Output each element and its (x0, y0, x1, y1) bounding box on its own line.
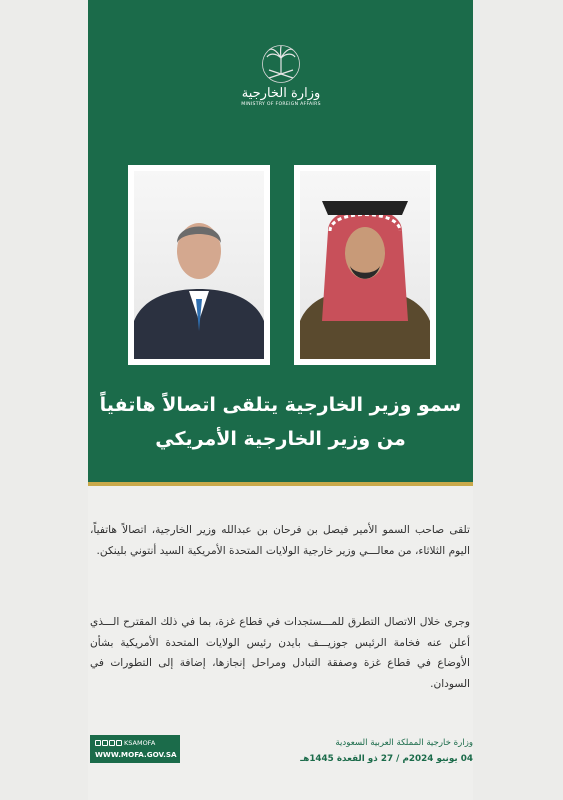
paragraph-2: وجرى خلال الاتصال التطرق للمـــستجدات في قطاع غزة، بما في ذلك المقترح الـــذي أعلن عنه فخامة الرئيس جوزيـــف بايدن رئيس الولايات المتحدة الأمريكية بشأن الأوضاع في قطاع غزة وصفقة التبادل ومراحل إنجازها، إضافة إلى التطورات في السودان. (90, 616, 470, 690)
headline-line-1: سمو وزير الخارجية يتلقى اتصالاً هاتفياً (99, 394, 462, 416)
emblem-arabic-text: وزارة الخارجية (241, 86, 321, 101)
instagram-icon (109, 740, 115, 746)
footer-ministry: وزارة خارجية المملكة العربية السعودية (335, 738, 473, 748)
ministry-emblem (241, 44, 321, 122)
portrait-right (294, 165, 436, 365)
header-panel (88, 0, 473, 486)
page-margin-left (0, 0, 88, 800)
youtube-icon (95, 740, 101, 746)
paragraph-1: تلقى صاحب السمو الأمير فيصل بن فرحان بن عبدالله وزير الخارجية، اتصالاً هاتفياً، اليوم الثلاثاء، من معالـــي وزير خارجية الولايات المتحدة الأمريكية السيد أنتوني بلينكن. (90, 524, 470, 557)
page-margin-right (473, 0, 563, 800)
palm-swords-emblem-icon (261, 44, 301, 84)
website-link[interactable]: WWW.MOFA.GOV.SA (95, 750, 177, 759)
facebook-icon (102, 740, 108, 746)
portrait-left (128, 165, 270, 365)
person-silhouette-icon (134, 171, 264, 359)
social-handle: KSAMOFA (124, 739, 156, 747)
social-icons (95, 740, 122, 746)
headline-line-2: من وزير الخارجية الأمريكي (155, 428, 406, 450)
person-silhouette-icon (300, 171, 430, 359)
social-badge[interactable] (90, 735, 180, 763)
footer-date: 04 يونيو 2024م / 27 ذو القعدة 1445هـ (300, 754, 473, 764)
x-icon (116, 740, 122, 746)
emblem-english-text: MINISTRY OF FOREIGN AFFAIRS (241, 102, 321, 107)
